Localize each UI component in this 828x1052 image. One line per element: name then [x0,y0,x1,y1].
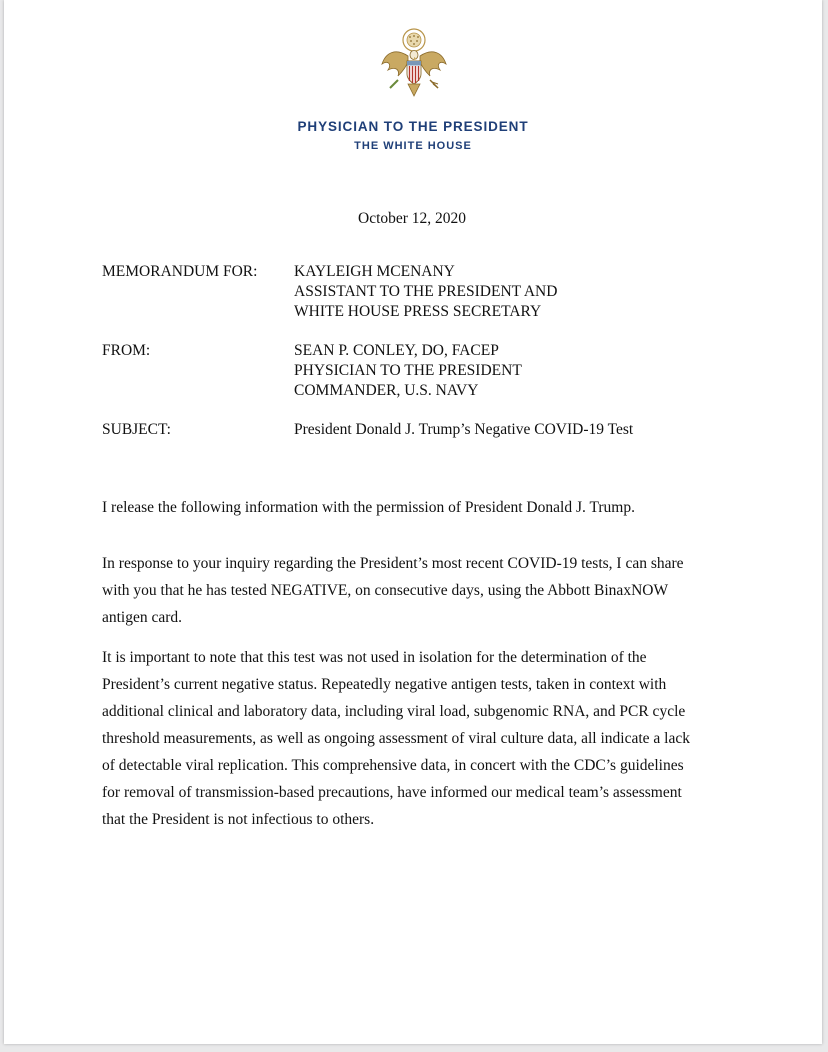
paragraph-line: with you that he has tested NEGATIVE, on consecutive days, using the Abbott BinaxNOW [102,582,669,599]
body-paragraph-3 [102,644,722,833]
paragraph-line: antigen card. [102,609,183,626]
letterhead-subtitle: THE WHITE HOUSE [354,140,472,152]
memo-for-line: KAYLEIGH MCENANY [294,263,455,280]
from-label: FROM: [102,342,151,359]
from-line: COMMANDER, U.S. NAVY [294,382,479,399]
body-paragraph-2 [102,550,722,631]
paragraph-line: I release the following information with the permission of President Donald J. Trump. [102,499,635,516]
paragraph-line: that the President is not infectious to others. [102,811,375,828]
letterhead-title: PHYSICIAN TO THE PRESIDENT [297,119,529,134]
paragraph-line: In response to your inquiry regarding the President’s most recent COVID-19 tests, I can share [102,555,684,572]
memo-for-label: MEMORANDUM FOR: [102,263,258,280]
body-paragraph-1 [102,494,722,521]
from-line: SEAN P. CONLEY, DO, FACEP [294,342,499,359]
eagle-seal-icon [378,26,450,100]
paragraph-line: It is important to note that this test was not used in isolation for the determination of the [102,649,647,666]
from-line: PHYSICIAN TO THE PRESIDENT [294,362,522,379]
subject-value: President Donald J. Trump’s Negative COVID-19 Test [294,421,634,438]
paragraph-line: President’s current negative status. Repeatedly negative antigen tests, taken in context with [102,676,667,693]
paragraph-line: threshold measurements, as well as ongoing assessment of viral culture data, all indicate a lack [102,730,690,747]
memo-for-line: WHITE HOUSE PRESS SECRETARY [294,303,542,320]
memo-date: October 12, 2020 [358,210,467,227]
subject-label: SUBJECT: [102,421,171,438]
paragraph-line: of detectable viral replication. This comprehensive data, in concert with the CDC’s guidelines [102,757,684,774]
memo-for-line: ASSISTANT TO THE PRESIDENT AND [294,283,558,300]
memo-page [4,0,822,1044]
paragraph-line: for removal of transmission-based precautions, have informed our medical team’s assessment [102,784,682,801]
paragraph-line: additional clinical and laboratory data, including viral load, subgenomic RNA, and PCR cycle [102,703,686,720]
